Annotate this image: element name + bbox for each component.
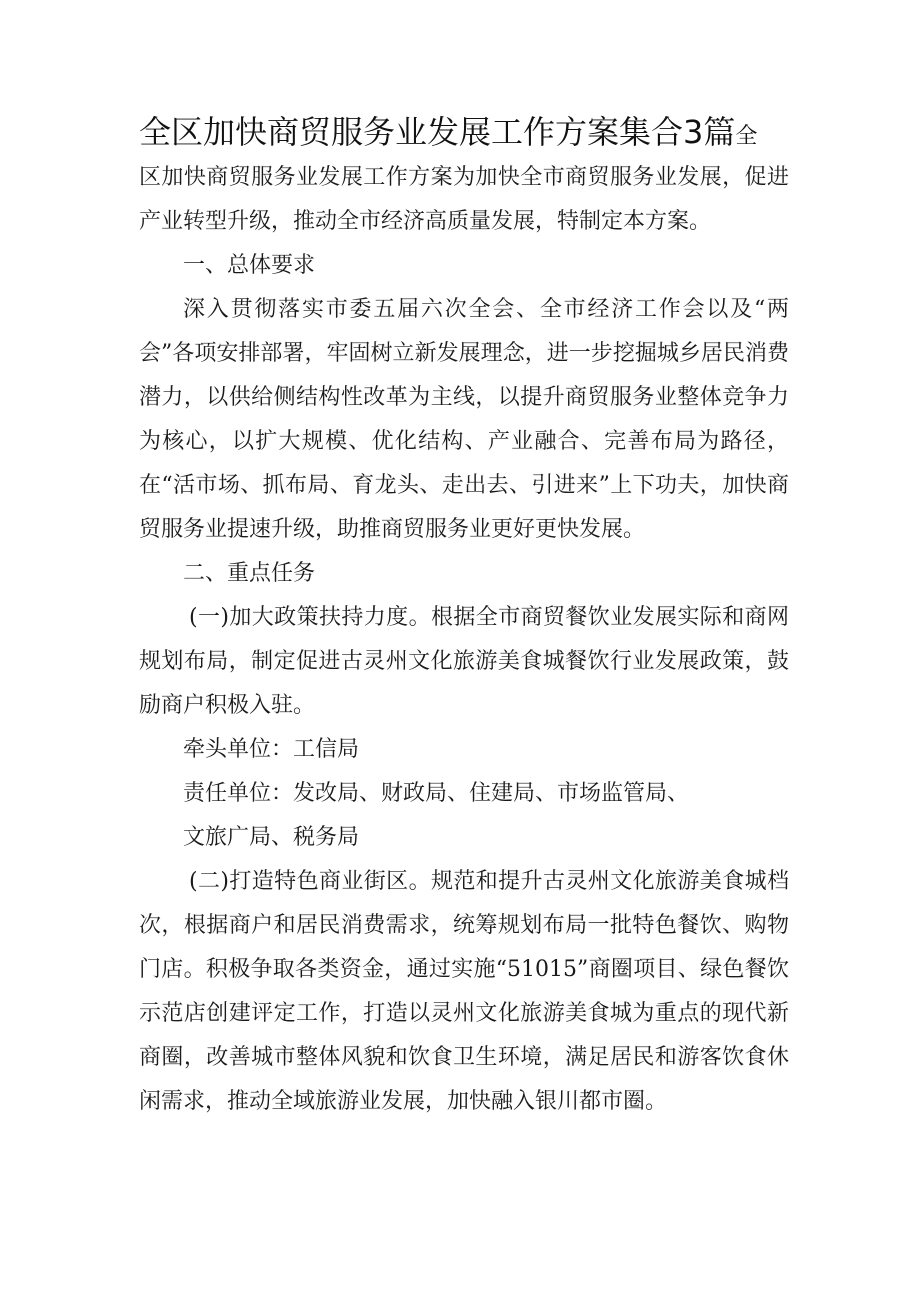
title-main: 全区加快商贸服务业发展工作方案集合3篇 <box>139 113 736 151</box>
document-page <box>139 108 789 1124</box>
task-1-responsible-units-cont: 文旅广局、税务局 <box>183 825 360 850</box>
document-title <box>139 108 789 156</box>
task-1-paragraph: (一)加大政策扶持力度。根据全市商贸餐饮业发展实际和商网规划布局，制定促进古灵州文化旅游美食城餐饮行业发展政策，鼓励商户积极入驻。 <box>139 605 789 718</box>
task-1-responsible-units: 责任单位：发改局、财政局、住建局、市场监管局、 <box>183 781 690 806</box>
intro-paragraph: 区加快商贸服务业发展工作方案为加快全市商贸服务业发展，促进产业转型升级，推动全市经济高质量发展，特制定本方案。 <box>139 165 789 234</box>
section-heading-overall: 一、总体要求 <box>183 253 316 278</box>
task-2-paragraph: (二)打造特色商业街区。规范和提升古灵州文化旅游美食城档次，根据商户和居民消费需求，统筹规划布局一批特色餐饮、购物门店。积极争取各类资金，通过实施“51015”商圈项目、绿色餐饮示范店创建评定工作，打造以灵州文化旅游美食城为重点的现代新商圈，改善城市整体风貌和饮食卫生环境，满足居民和游客饮食休闲需求，推动全域旅游业发展，加快融入银川都市圈。 <box>139 869 789 1114</box>
task-1-lead-unit: 牵头单位：工信局 <box>183 737 360 762</box>
section-heading-tasks: 二、重点任务 <box>183 561 316 586</box>
title-tail: 全 <box>735 124 758 149</box>
section-overall-body: 深入贯彻落实市委五届六次全会、全市经济工作会以及“两会”各项安排部署，牢固树立新发展理念，进一步挖掘城乡居民消费潜力，以供给侧结构性改革为主线，以提升商贸服务业整体竞争力为核心，以扩大规模、优化结构、产业融合、完善布局为路径，在“活市场、抓布局、育龙头、走出去、引进来”上下功夫，加快商贸服务业提速升级，助推商贸服务业更好更快发展。 <box>139 297 789 542</box>
